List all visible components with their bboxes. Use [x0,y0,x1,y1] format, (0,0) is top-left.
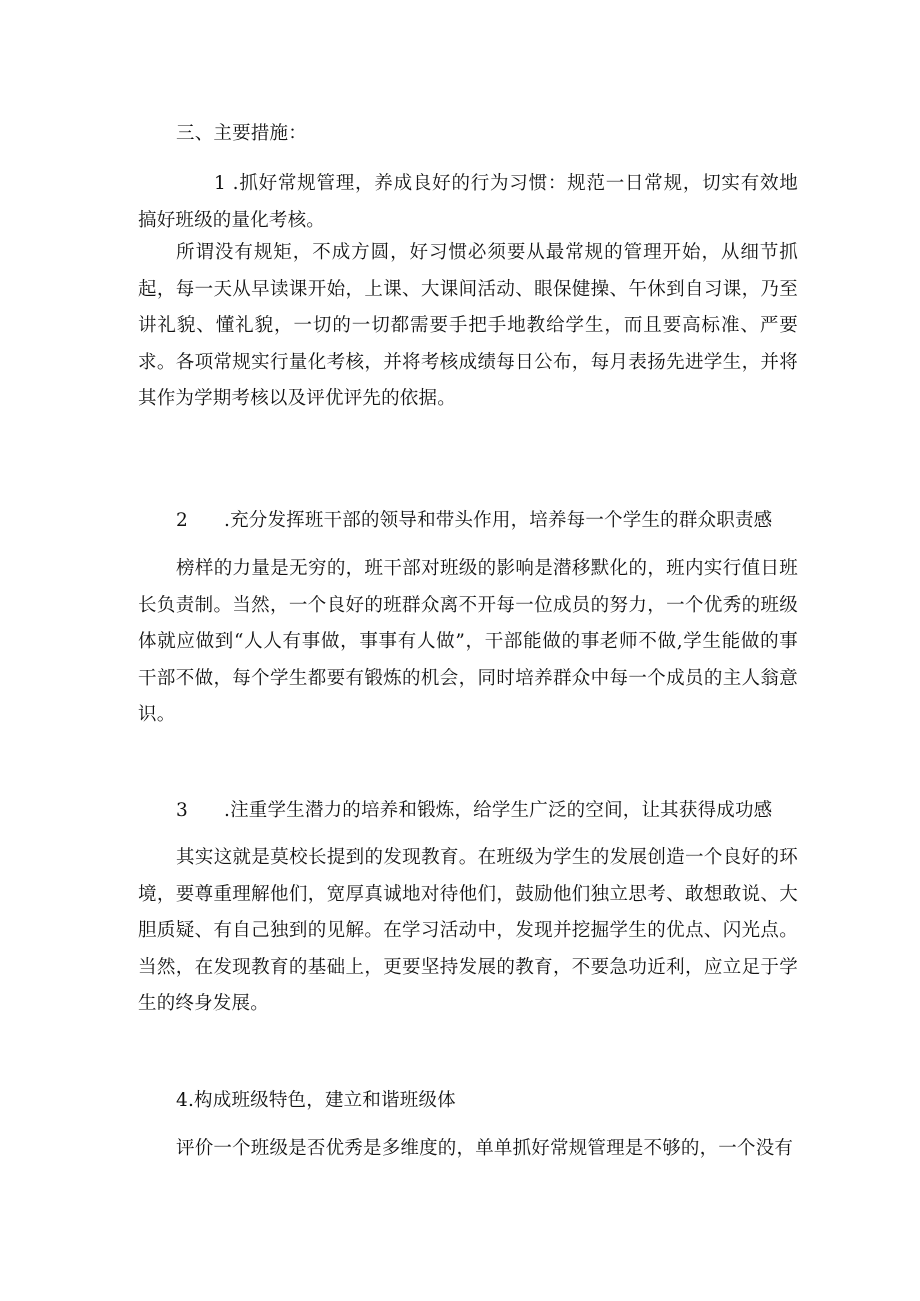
item-1-number: 1 [214,173,226,194]
paragraph-3: 其实这就是莫校长提到的发现教育。在班级为学生的发展创造一个良好的环境，要尊重理解他们，宽厚真诚地对待他们，鼓励他们独立思考、敢想敢说、大胆质疑、有自己独到的见解。在学习活动中，发现并挖掘学生的优点、闪光点。当然，在发现教育的基础上，更要坚持发展的教育，不要急功近利，应立足于学生的终身发展。 [138,847,798,1014]
paragraph-2: 榜样的力量是无穷的，班干部对班级的影响是潜移默化的，班内实行值日班长负责制。当然，一个良好的班群众离不开每一位成员的努力，一个优秀的班级体就应做到“人人有事做，事事有人做”，干部能做的事老师不做,学生能做的事干部不做，每个学生都要有锻炼的机会，同时培养群众中每一个成员的主人翁意识。 [138,558,798,725]
item-3-heading [176,793,796,830]
section-heading: 三、主要措施： [176,123,307,144]
item-1-text: .抓好常规管理，养成良好的行为习惯：规范一日常规，切实有效地搞好班级的量化考核。 [138,173,798,231]
item-4-heading: 4.构成班级特色，建立和谐班级体 [176,1090,456,1111]
paragraph-4: 评价一个班级是否优秀是多维度的，单单抓好常规管理是不够的，一个没有 [176,1138,794,1159]
paragraph-1: 所谓没有规矩，不成方圆，好习惯必须要从最常规的管理开始，从细节抓起，每一天从早读课开始，上课、大课间活动、眼保健操、午休到自习课，乃至讲礼貌、懂礼貌，一切的一切都需要手把手地教给学生，而且要高标准、严要求。各项常规实行量化考核，并将考核成绩每日公布，每月表扬先进学生，并将其作为学期考核以及评优评先的依据。 [138,242,798,409]
item-2-heading [176,503,796,540]
item-2-text: .充分发挥班干部的领导和带头作用，培养每一个学生的群众职责感 [223,510,773,531]
item-3-number: 3 [176,800,188,821]
item-1-heading [138,166,798,239]
item-3-text: .注重学生潜力的培养和锻炼，给学生广泛的空间，让其获得成功感 [223,800,773,821]
item-2-number: 2 [176,510,188,531]
